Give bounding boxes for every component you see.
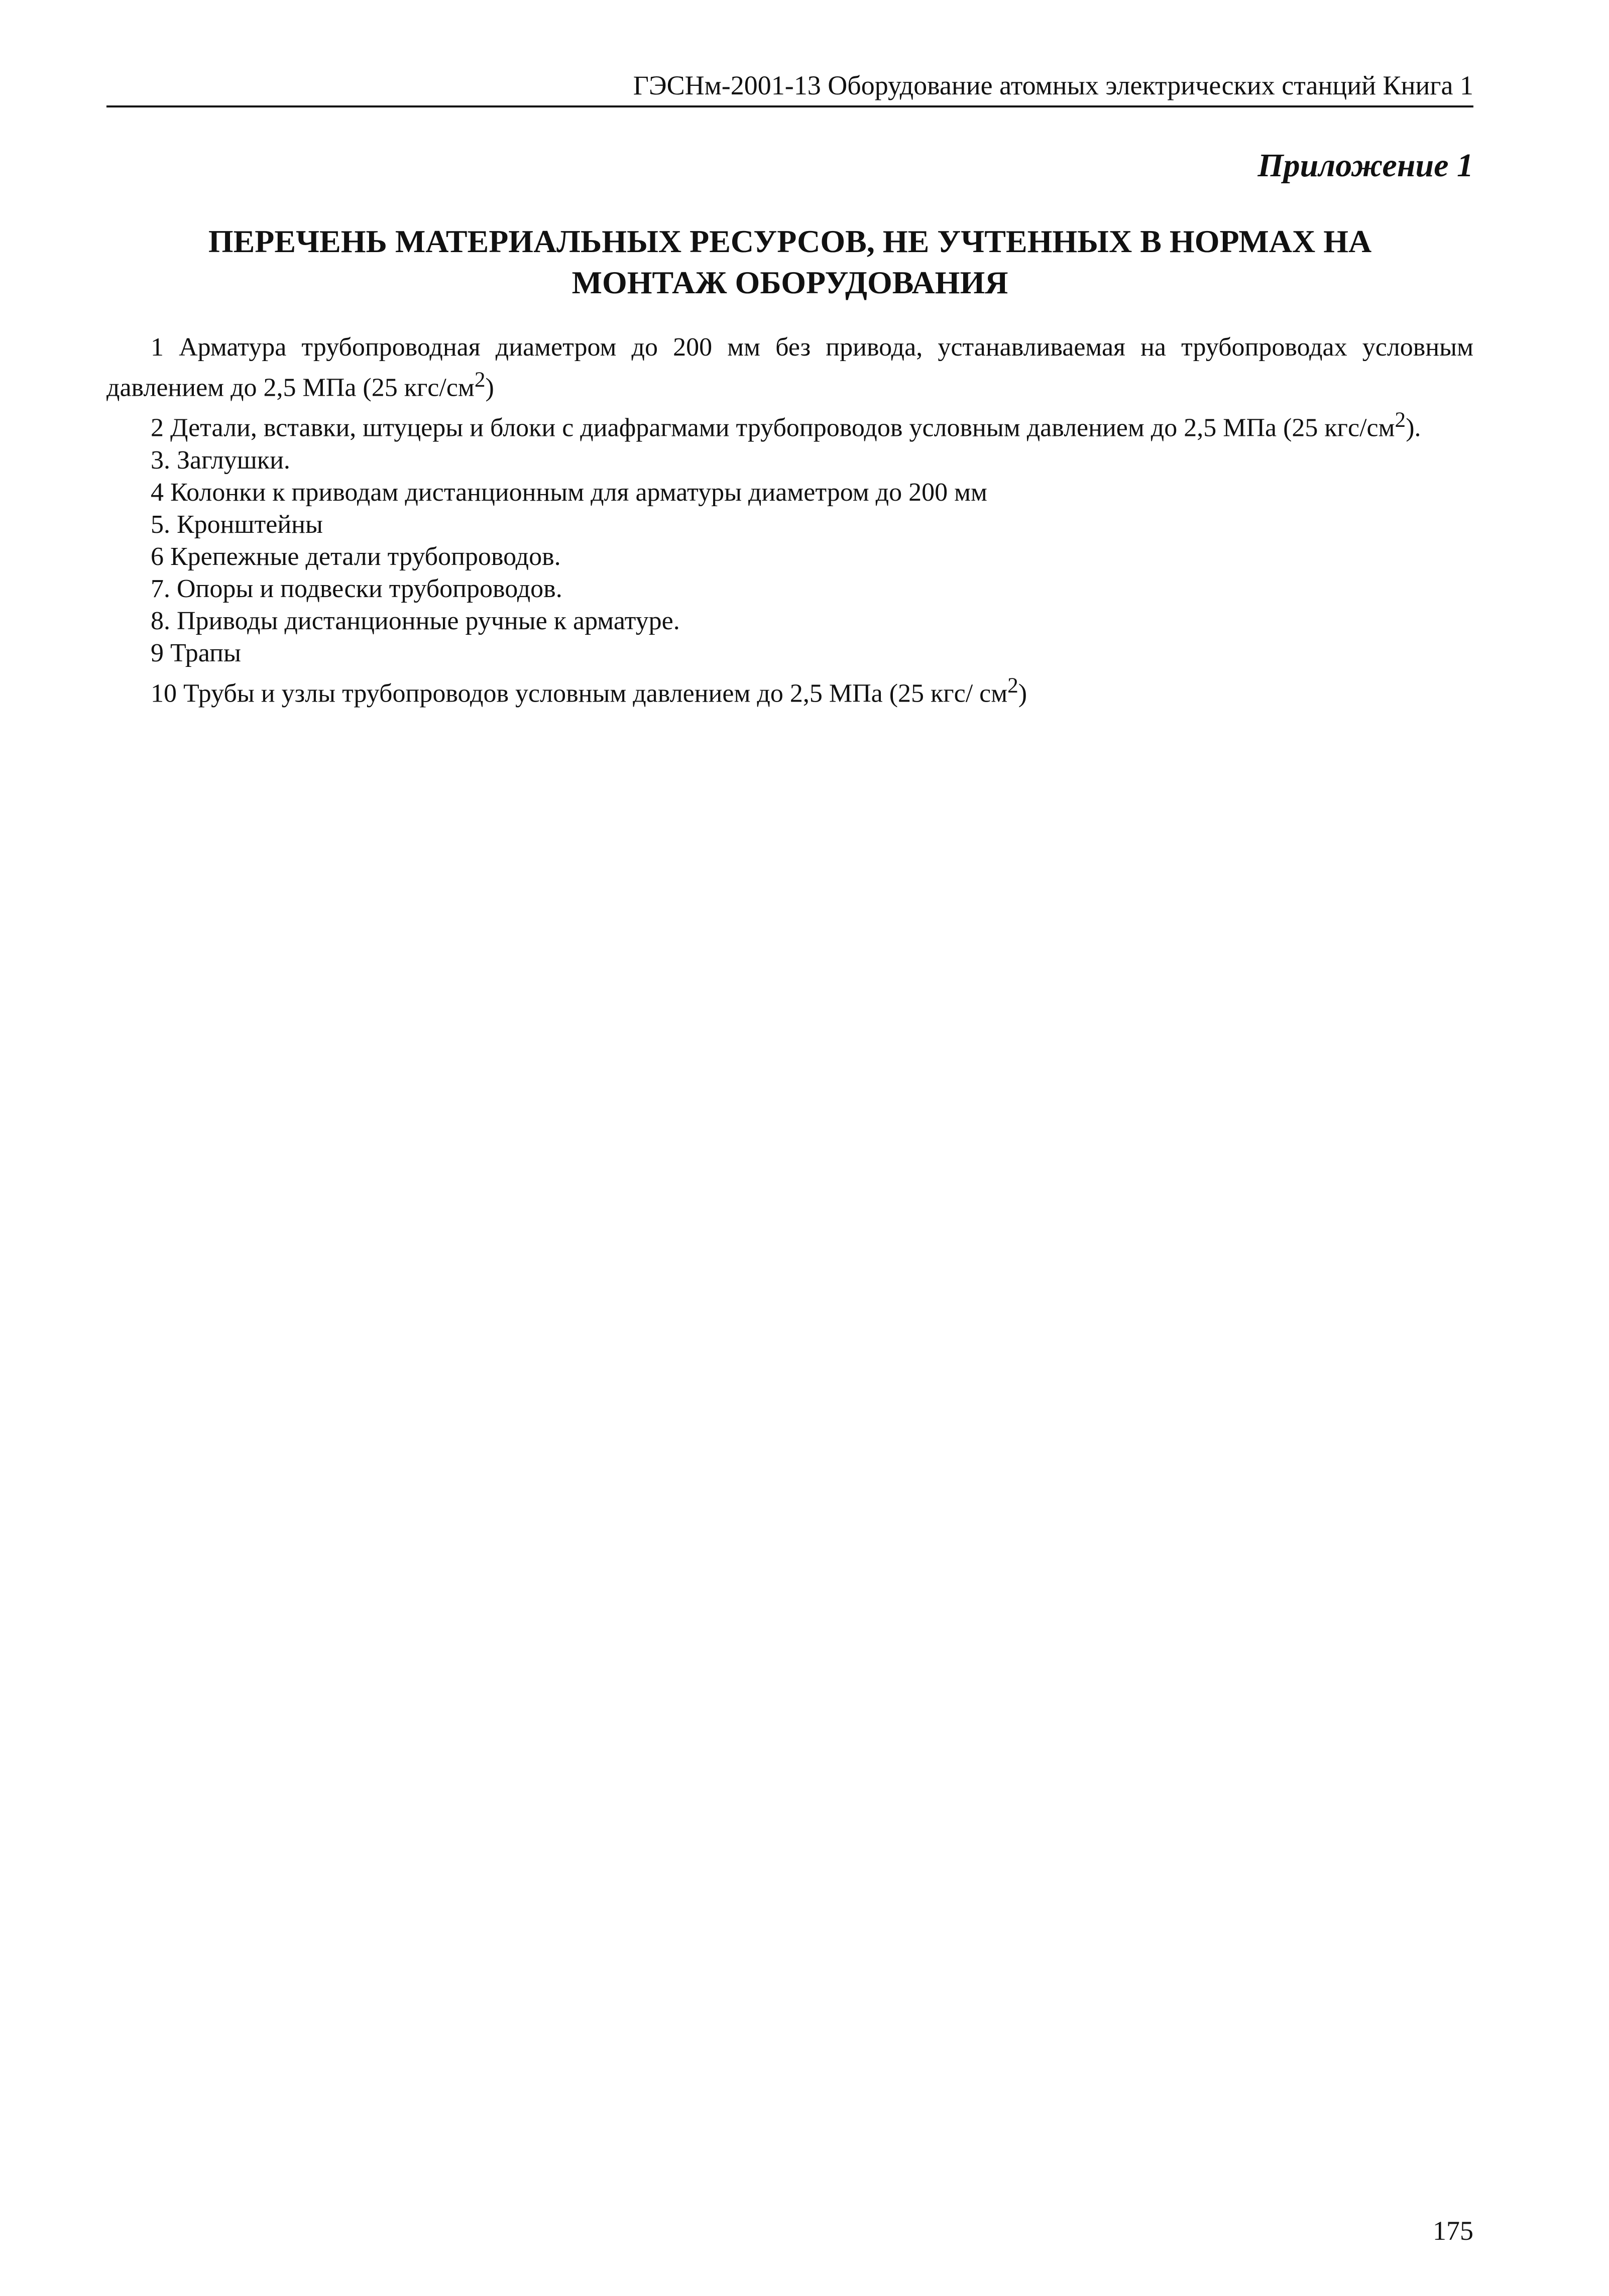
list-item-text: 10 Трубы и узлы трубопроводов условным давлением до 2,5 МПа (25 кгс/ см xyxy=(151,678,1008,708)
list-item xyxy=(106,444,1473,477)
list-item-text: 8. Приводы дистанционные ручные к арматуре. xyxy=(151,606,680,635)
list-item xyxy=(106,541,1473,573)
list-item-tail: ). xyxy=(1406,413,1421,442)
header-divider xyxy=(106,105,1473,107)
list-item-text: 1 Арматура трубопроводная диаметром до 200 мм без привода, устанавливаемая на трубопроводах условным давлением до 2,5 МПа (25 кгс/см xyxy=(106,333,1473,402)
list-item-text: 9 Трапы xyxy=(151,638,241,667)
appendix-label: Приложение 1 xyxy=(1257,147,1473,184)
list-item-tail: ) xyxy=(485,373,494,402)
list-item-text: 5. Кронштейны xyxy=(151,510,323,539)
document-title xyxy=(106,221,1473,303)
list-item-text: 6 Крепежные детали трубопроводов. xyxy=(151,542,561,571)
list-item xyxy=(106,331,1473,404)
list-item-text: 3. Заглушки. xyxy=(151,445,290,475)
list-item-text: 2 Детали, вставки, штуцеры и блоки с диафрагмами трубопроводов условным давлением до 2,5 МПа (25 кгс/см xyxy=(151,413,1395,442)
list-item-text: 4 Колонки к приводам дистанционным для арматуры диаметром до 200 мм xyxy=(151,478,987,507)
document-title-line-1: ПЕРЕЧЕНЬ МАТЕРИАЛЬНЫХ РЕСУРСОВ, НЕ УЧТЕННЫХ В НОРМАХ НА xyxy=(208,223,1372,259)
list-item xyxy=(106,637,1473,669)
list-item xyxy=(106,404,1473,444)
list-item-superscript: 2 xyxy=(474,368,486,392)
list-item xyxy=(106,605,1473,637)
resource-list xyxy=(106,331,1473,710)
list-item xyxy=(106,477,1473,509)
list-item-tail: ) xyxy=(1018,678,1027,708)
page-number: 175 xyxy=(1433,2216,1473,2246)
document-title-line-2: МОНТАЖ ОБОРУДОВАНИЯ xyxy=(571,265,1008,300)
list-item xyxy=(106,509,1473,541)
running-header: ГЭСНм-2001-13 Оборудование атомных электрических станций Книга 1 xyxy=(633,70,1473,100)
list-item-superscript: 2 xyxy=(1007,673,1018,698)
list-item xyxy=(106,669,1473,710)
list-item-text: 7. Опоры и подвески трубопроводов. xyxy=(151,574,562,603)
list-item xyxy=(106,573,1473,605)
list-item-superscript: 2 xyxy=(1395,408,1406,432)
